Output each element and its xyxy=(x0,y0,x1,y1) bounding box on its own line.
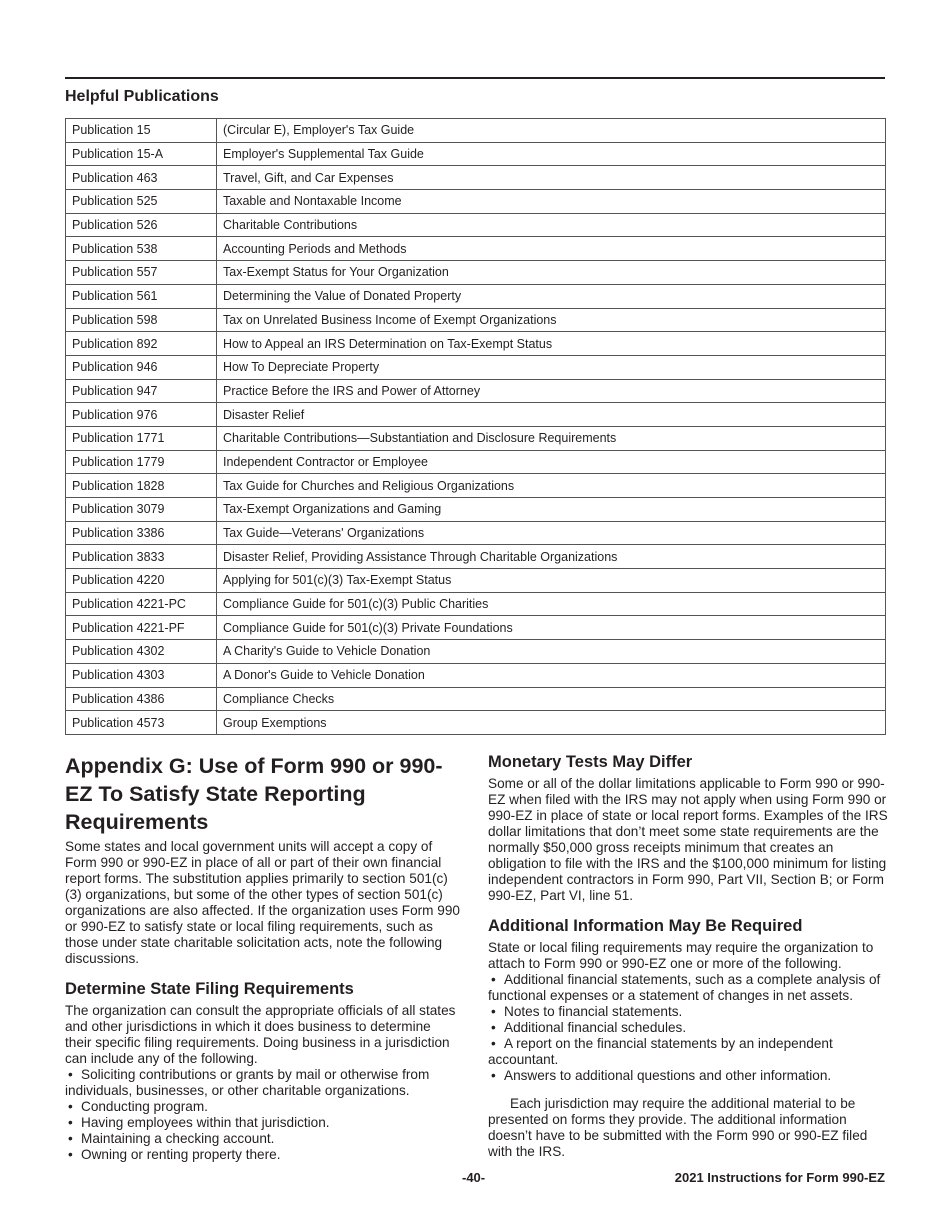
publication-title: Taxable and Nontaxable Income xyxy=(217,190,886,214)
state-filing-para: The organization can consult the appropriate officials of all states and other jurisdictions in which it does business to determine their specific filing requirements. Doing business in a jurisdiction can include any of the following. xyxy=(65,1003,456,1066)
publication-title: Group Exemptions xyxy=(217,711,886,735)
table-row xyxy=(66,616,886,640)
publication-number: Publication 4573 xyxy=(66,711,217,735)
publication-number: Publication 947 xyxy=(66,379,217,403)
publication-number: Publication 892 xyxy=(66,332,217,356)
publication-title: Tax on Unrelated Business Income of Exempt Organizations xyxy=(217,308,886,332)
publication-title: (Circular E), Employer's Tax Guide xyxy=(217,119,886,143)
publication-number: Publication 3833 xyxy=(66,545,217,569)
appendix-intro: Some states and local government units will accept a copy of Form 990 or 990-EZ in place of all or part of their own financial report forms. The substitution applies primarily to section 501(c)(3) organizations, but some of the other types of section 501(c) organizations are also affected. If the organization uses Form 990 or 990-EZ to satisfy state or local filing requirements, such as those under state charitable solicitation acts, note the following discussions. xyxy=(65,839,460,966)
page-number: -40- xyxy=(462,1170,486,1185)
publication-title: Travel, Gift, and Car Expenses xyxy=(217,166,886,190)
monetary-tests-para: Some or all of the dollar limitations applicable to Form 990 or 990-EZ when filed with the IRS may not apply when using Form 990 or 990-EZ in place of state or local report forms. Examples of the IRS dollar limitations that don’t meet some state requirements are the normally $50,000 gross receipts minimum that creates an obligation to file with the IRS and the $100,000 minimum for listing independent contractors in Form 990, Part VII, Section B; or Form 990-EZ, Part VI, line 51. xyxy=(488,776,888,903)
publication-title: Practice Before the IRS and Power of Attorney xyxy=(217,379,886,403)
bullet-item: • Maintaining a checking account. xyxy=(65,1131,460,1147)
publication-title: Accounting Periods and Methods xyxy=(217,237,886,261)
bullet-item: • Conducting program. xyxy=(65,1099,460,1115)
table-row xyxy=(66,640,886,664)
state-filing-heading: Determine State Filing Requirements xyxy=(65,980,354,998)
table-row xyxy=(66,711,886,735)
publications-title: Helpful Publications xyxy=(65,88,219,105)
table-row xyxy=(66,545,886,569)
publication-number: Publication 1771 xyxy=(66,426,217,450)
bullet-item: • Owning or renting property there. xyxy=(65,1147,460,1163)
table-row xyxy=(66,332,886,356)
publication-title: Charitable Contributions xyxy=(217,213,886,237)
publication-number: Publication 598 xyxy=(66,308,217,332)
bullet-item: • A report on the financial statements by an independent accountant. xyxy=(488,1036,888,1068)
publication-title: Employer's Supplemental Tax Guide xyxy=(217,142,886,166)
table-row xyxy=(66,308,886,332)
table-row xyxy=(66,213,886,237)
publication-number: Publication 3079 xyxy=(66,498,217,522)
table-row xyxy=(66,379,886,403)
bullet-item: • Answers to additional questions and other information. xyxy=(488,1068,888,1084)
publication-number: Publication 561 xyxy=(66,284,217,308)
publication-title: A Donor's Guide to Vehicle Donation xyxy=(217,663,886,687)
publication-number: Publication 976 xyxy=(66,403,217,427)
table-row xyxy=(66,403,886,427)
table-row xyxy=(66,450,886,474)
bullet-item: • Notes to financial statements. xyxy=(488,1004,888,1020)
publication-number: Publication 4221-PC xyxy=(66,592,217,616)
table-row xyxy=(66,592,886,616)
publication-title: A Charity's Guide to Vehicle Donation xyxy=(217,640,886,664)
table-row xyxy=(66,426,886,450)
publication-title: How to Appeal an IRS Determination on Tax-Exempt Status xyxy=(217,332,886,356)
publication-title: Compliance Guide for 501(c)(3) Private Foundations xyxy=(217,616,886,640)
publications-table xyxy=(65,118,886,735)
publication-number: Publication 526 xyxy=(66,213,217,237)
publication-title: Compliance Checks xyxy=(217,687,886,711)
publication-number: Publication 538 xyxy=(66,237,217,261)
publication-title: Charitable Contributions—Substantiation and Disclosure Requirements xyxy=(217,426,886,450)
publication-number: Publication 15 xyxy=(66,119,217,143)
table-row xyxy=(66,261,886,285)
table-row xyxy=(66,166,886,190)
appendix-heading: Appendix G: Use of Form 990 or 990-EZ To Satisfy State Reporting Requirements xyxy=(65,754,443,834)
publication-title: Determining the Value of Donated Property xyxy=(217,284,886,308)
publication-number: Publication 3386 xyxy=(66,521,217,545)
publication-number: Publication 15-A xyxy=(66,142,217,166)
table-row xyxy=(66,190,886,214)
right-column xyxy=(488,752,888,1160)
bullet-item: • Having employees within that jurisdiction. xyxy=(65,1115,460,1131)
table-row xyxy=(66,498,886,522)
table-row xyxy=(66,142,886,166)
footer-title: 2021 Instructions for Form 990-EZ xyxy=(674,1170,885,1185)
publication-title: Tax Guide—Veterans' Organizations xyxy=(217,521,886,545)
publication-number: Publication 525 xyxy=(66,190,217,214)
jurisdiction-para: Each jurisdiction may require the additional material to be presented on forms they provide. The additional information doesn’t have to be submitted with the Form 990 or 990-EZ filed with the IRS. xyxy=(488,1096,868,1159)
publication-title: Tax-Exempt Status for Your Organization xyxy=(217,261,886,285)
publication-title: Applying for 501(c)(3) Tax-Exempt Status xyxy=(217,569,886,593)
publication-title: How To Depreciate Property xyxy=(217,355,886,379)
bullet-item: • Additional financial schedules. xyxy=(488,1020,888,1036)
publication-number: Publication 4386 xyxy=(66,687,217,711)
top-rule xyxy=(65,77,885,79)
table-row xyxy=(66,521,886,545)
table-row xyxy=(66,237,886,261)
publication-title: Independent Contractor or Employee xyxy=(217,450,886,474)
publication-number: Publication 557 xyxy=(66,261,217,285)
publication-number: Publication 946 xyxy=(66,355,217,379)
monetary-tests-heading: Monetary Tests May Differ xyxy=(488,753,693,771)
publication-number: Publication 463 xyxy=(66,166,217,190)
table-row xyxy=(66,474,886,498)
publication-number: Publication 4221-PF xyxy=(66,616,217,640)
additional-info-para: State or local filing requirements may require the organization to attach to Form 990 or 990-EZ one or more of the following. xyxy=(488,940,874,971)
publication-number: Publication 4220 xyxy=(66,569,217,593)
additional-info-heading: Additional Information May Be Required xyxy=(488,917,803,935)
table-row xyxy=(66,355,886,379)
table-row xyxy=(66,687,886,711)
table-row xyxy=(66,284,886,308)
left-column xyxy=(65,752,460,1163)
table-row xyxy=(66,119,886,143)
publication-number: Publication 4302 xyxy=(66,640,217,664)
publication-title: Tax Guide for Churches and Religious Organizations xyxy=(217,474,886,498)
publication-number: Publication 4303 xyxy=(66,663,217,687)
publication-number: Publication 1779 xyxy=(66,450,217,474)
publication-title: Disaster Relief xyxy=(217,403,886,427)
bullet-item: • Soliciting contributions or grants by mail or otherwise from individuals, businesses, or other charitable organizations. xyxy=(65,1067,460,1099)
publication-title: Tax-Exempt Organizations and Gaming xyxy=(217,498,886,522)
bullet-item: • Additional financial statements, such as a complete analysis of functional expenses or a statement of changes in net assets. xyxy=(488,972,888,1004)
table-row xyxy=(66,569,886,593)
table-row xyxy=(66,663,886,687)
publication-title: Compliance Guide for 501(c)(3) Public Charities xyxy=(217,592,886,616)
publication-title: Disaster Relief, Providing Assistance Through Charitable Organizations xyxy=(217,545,886,569)
publication-number: Publication 1828 xyxy=(66,474,217,498)
